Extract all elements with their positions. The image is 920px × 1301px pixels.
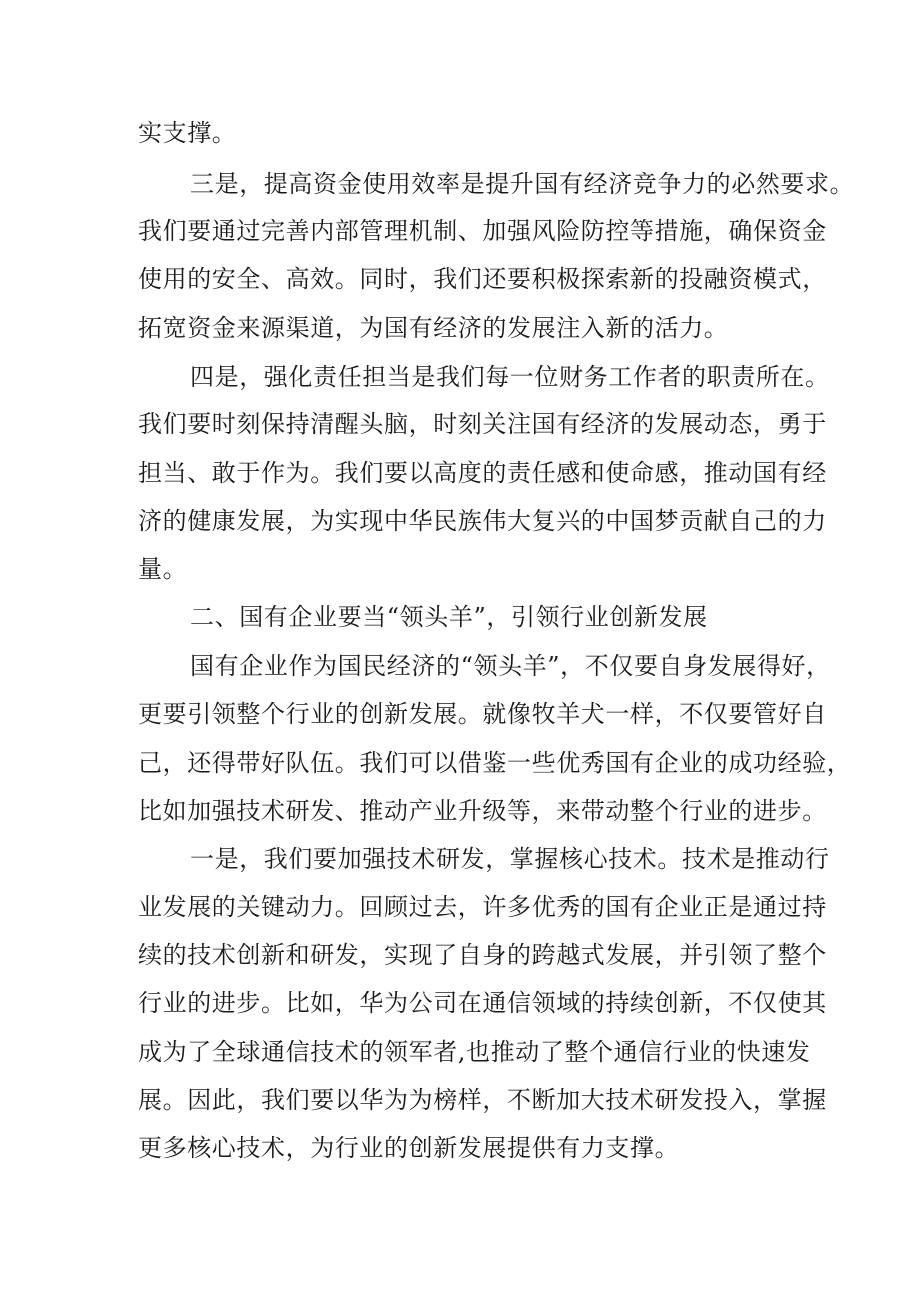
text-line: 业发展的关键动力。回顾过去，许多优秀的国有企业正是通过持 (138, 893, 827, 921)
text-line: 行业的进步。比如，华为公司在通信领域的持续创新，不仅使其 (138, 989, 827, 1017)
text-line: 续的技术创新和研发，实现了自身的跨越式发展，并引领了整个 (138, 941, 827, 969)
section-heading: 二、国有企业要当“领头羊”，引领行业创新发展 (190, 603, 708, 631)
text-line: 更要引领整个行业的创新发展。就像牧羊犬一样，不仅要管好自 (138, 700, 827, 728)
text-line: 我们要时刻保持清醒头脑，时刻关注国有经济的发展动态，勇于 (138, 410, 827, 438)
paragraph-line: 三是，提高资金使用效率是提升国有经济竞争力的必然要求。 (190, 170, 855, 198)
text-line: 比如加强技术研发、推动产业升级等，来带动整个行业的进步。 (138, 797, 827, 825)
text-line: 使用的安全、高效。同时，我们还要积极探索新的投融资模式， (138, 265, 827, 293)
text-line: 拓宽资金来源渠道，为国有经济的发展注入新的活力。 (138, 314, 729, 342)
text-line: 展。因此，我们要以华为为榜样，不断加大技术研发投入，掌握 (138, 1086, 827, 1114)
text-line: 成为了全球通信技术的领军者,也推动了整个通信行业的快速发 (138, 1038, 811, 1066)
text-line: 我们要通过完善内部管理机制、加强风险防控等措施，确保资金 (138, 217, 827, 245)
text-line: 担当、敢于作为。我们要以高度的责任感和使命感，推动国有经 (138, 459, 827, 487)
paragraph-line: 四是，强化责任担当是我们每一位财务工作者的职责所在。 (190, 363, 830, 391)
paragraph-line: 一是，我们要加强技术研发，掌握核心技术。技术是推动行 (190, 845, 830, 873)
text-line: 济的健康发展，为实现中华民族伟大复兴的中国梦贡献自己的力 (138, 507, 827, 535)
text-line: 己，还得带好队伍。我们可以借鉴一些优秀国有企业的成功经验， (138, 749, 852, 777)
text-line: 量。 (138, 555, 188, 583)
text-line: 更多核心技术，为行业的创新发展提供有力支撑。 (138, 1134, 680, 1162)
text-line: 实支撑。 (138, 119, 237, 147)
paragraph-line: 国有企业作为国民经济的“领头羊”，不仅要自身发展得好， (190, 652, 831, 680)
